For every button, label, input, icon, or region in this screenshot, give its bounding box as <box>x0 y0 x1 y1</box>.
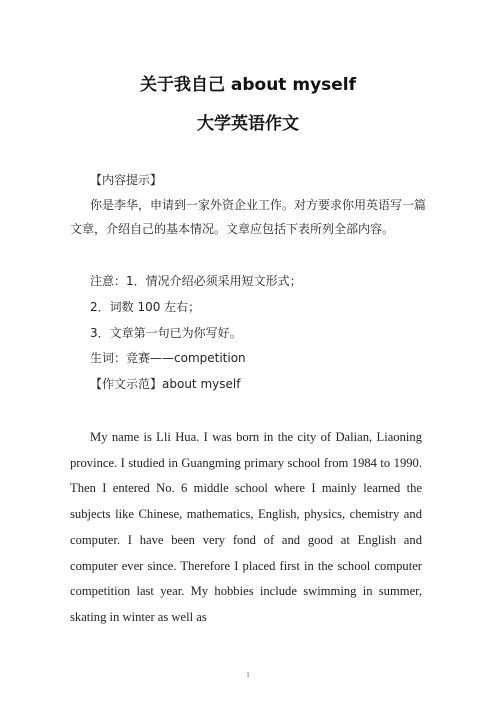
page-number: 1 <box>246 671 250 679</box>
sample-label: 【作文示范】about myself <box>90 377 241 391</box>
note-2: 2．词数 100 左右； <box>90 300 201 314</box>
hint-line-1: 你是李华，申请到一家外资企业工作。对方要求你用英语写一篇 <box>90 198 427 212</box>
note-1: 注意：1．情况介绍必须采用短文形式； <box>90 274 302 288</box>
hint-label: 【内容提示】 <box>90 173 163 187</box>
essay-paragraph: My name is Lli Hua. I was born in the city of Dalian, Liaoning province. I studied in Guangming primary school from 1984 to 1990. Then I entered No. 6 middle school where I mainly learned the subjects like Chinese, mathematics, English, physics, chemistry and computer. I have been very fond of and good at English and computer ever since. Therefore I placed first in the school computer competition last year. My hobbies include swimming in summer, skating in winter as well as <box>70 430 422 624</box>
hint-line-2: 文章，介绍自己的基本情况。文章应包括下表所列全部内容。 <box>70 222 395 236</box>
document-subtitle: 大学英语作文 <box>197 114 299 134</box>
document-title: 关于我自己 about myself <box>139 75 357 95</box>
vocab-line: 生词：竞赛——competition <box>90 351 246 365</box>
note-3: 3．文章第一句已为你写好。 <box>90 326 242 340</box>
